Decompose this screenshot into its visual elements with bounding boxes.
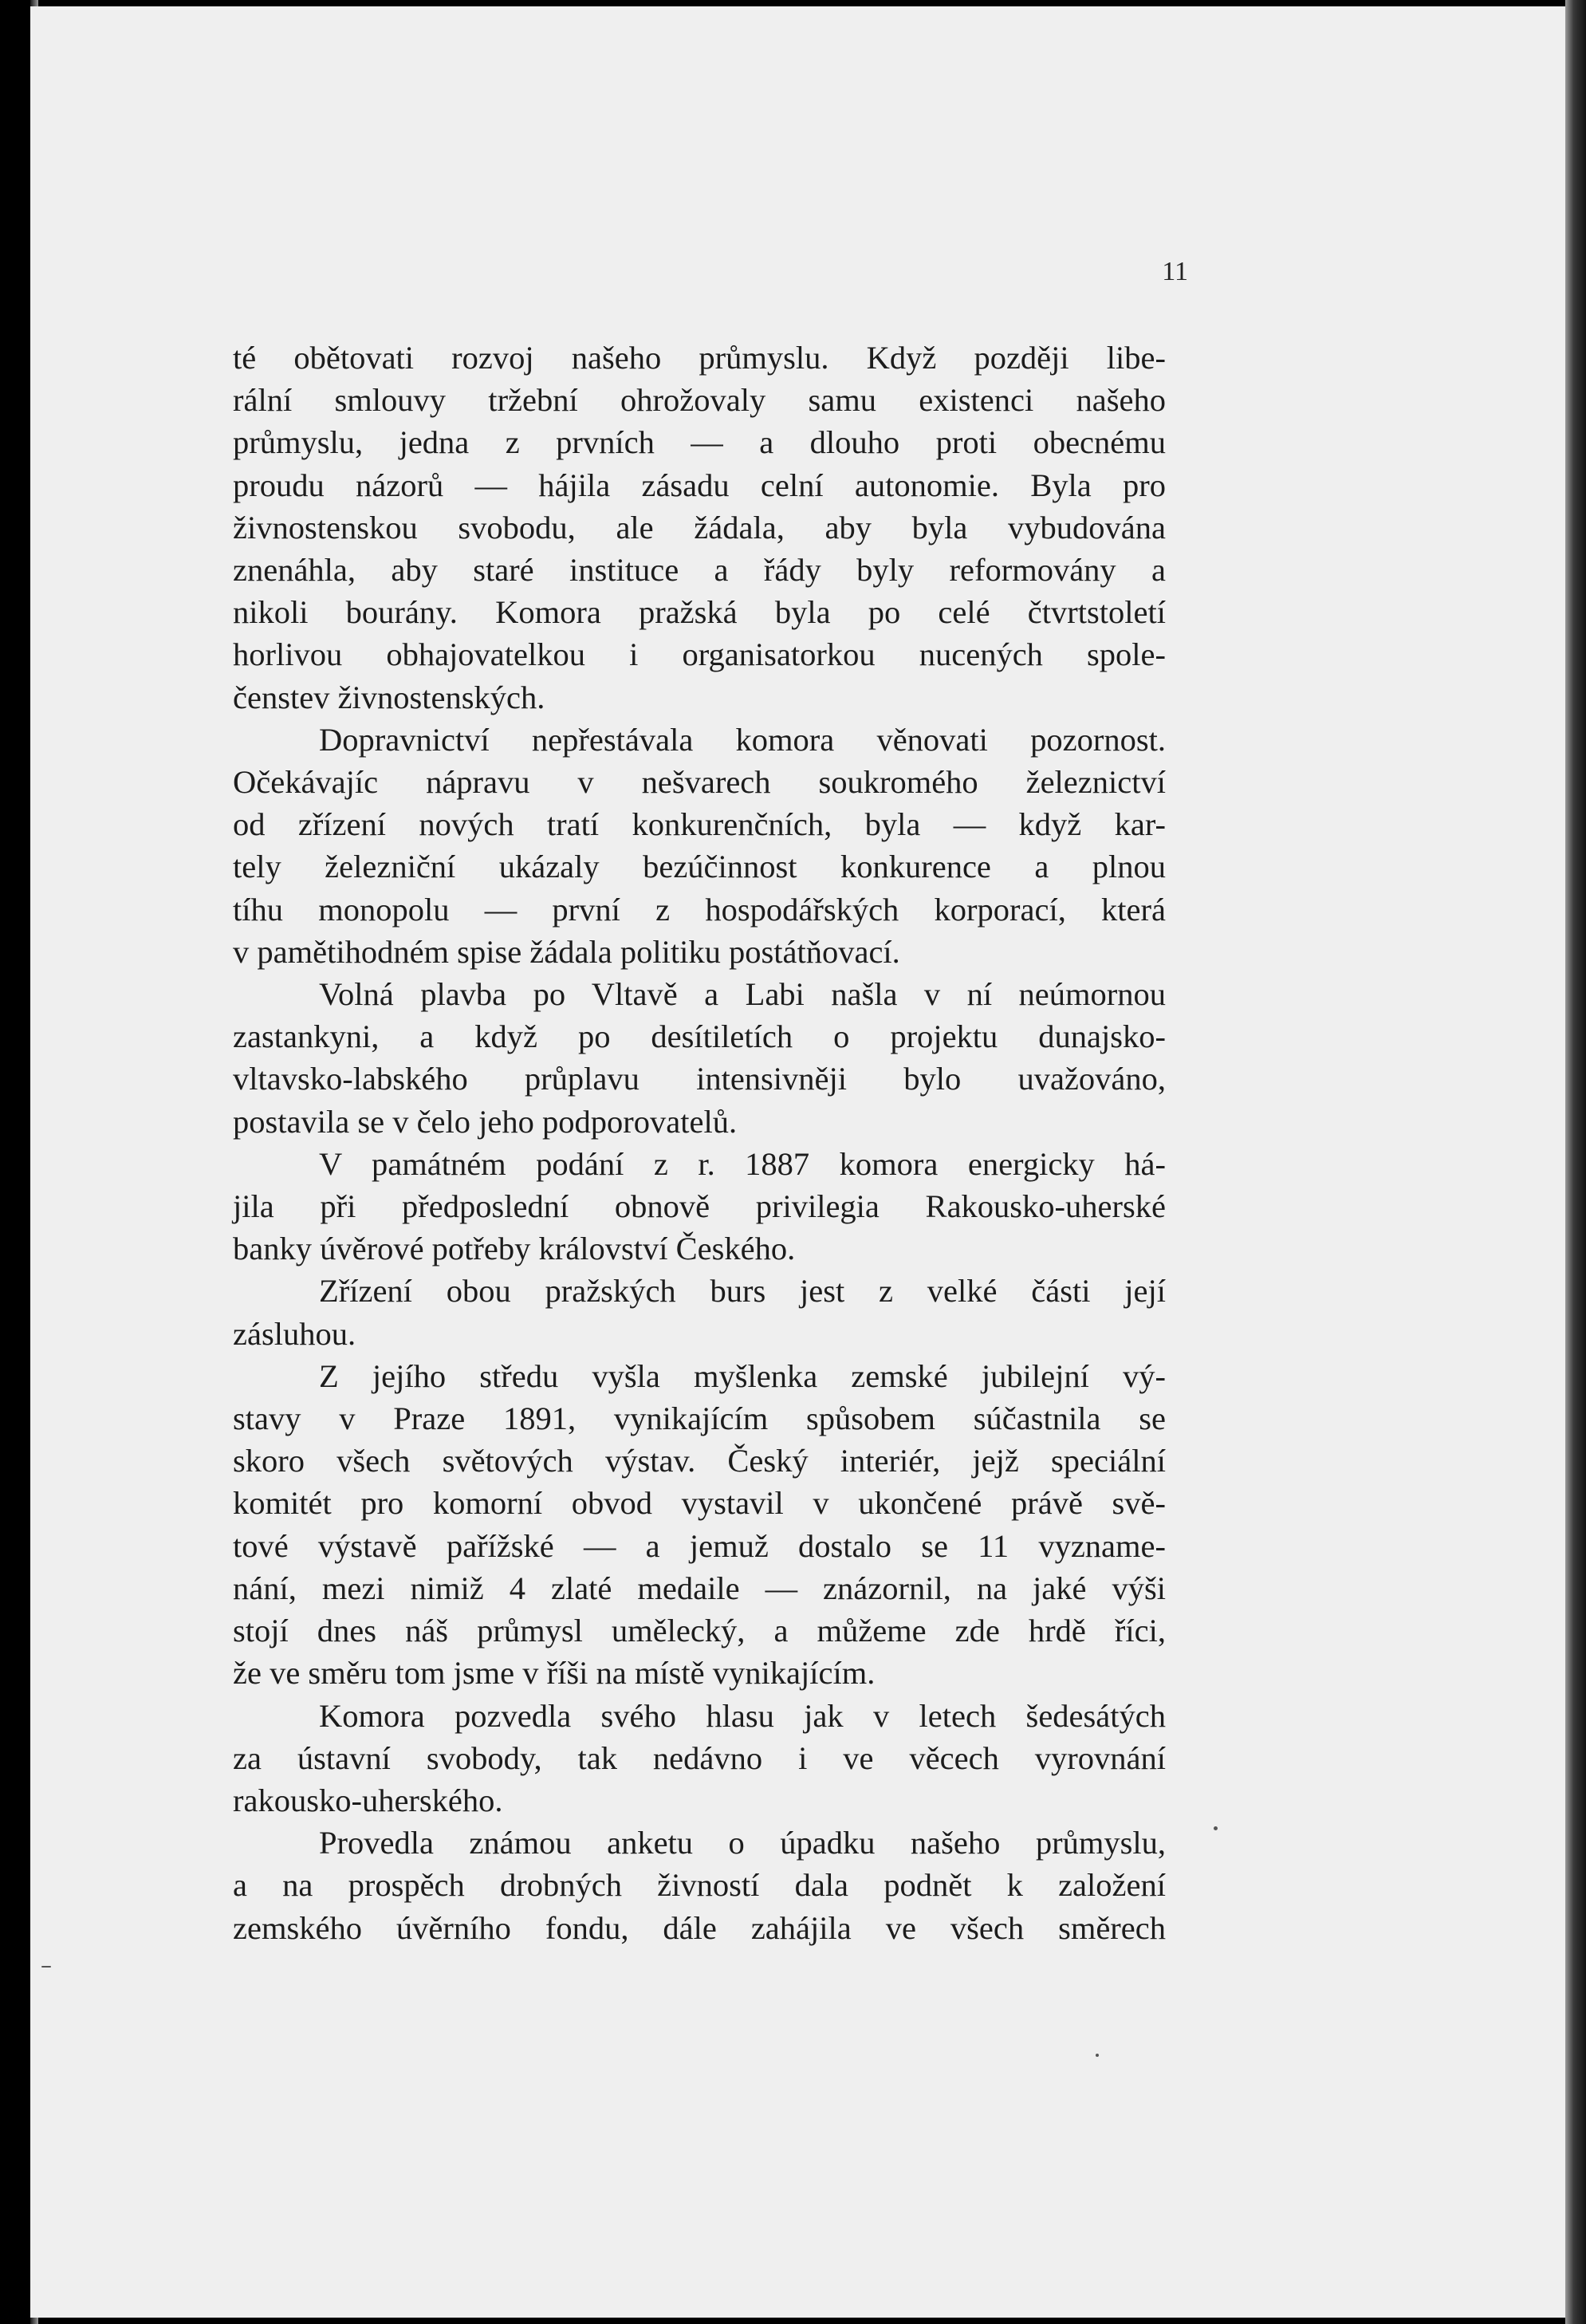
paragraph (233, 1270, 1166, 1354)
body-text (233, 337, 1166, 1949)
text-line: znenáhla, aby staré instituce a řády byly reformovány a (233, 552, 1166, 589)
text-line: Zřízení obou pražských burs jest z velké části její (319, 1273, 1166, 1310)
text-line: banky úvěrové potřeby království Českého. (233, 1231, 796, 1267)
text-line: skoro všech světových výstav. Český interiér, jejž speciální (233, 1443, 1166, 1479)
text-line: stojí dnes náš průmysl umělecký, a můžeme zde hrdě říci, (233, 1613, 1166, 1649)
paragraph (233, 719, 1166, 973)
text-line: a na prospěch drobných živností dala podnět k založení (233, 1867, 1166, 1904)
text-line: komitét pro komorní obvod vystavil v ukončené právě svě- (233, 1485, 1166, 1522)
text-line: rakousko-uherského. (233, 1782, 503, 1818)
text-line: tely železniční ukázaly bezúčinnost konkurence a plnou (233, 849, 1166, 885)
text-line: Z jejího středu vyšla myšlenka zemské jubilejní vý- (319, 1357, 1166, 1394)
dust-speck (41, 1966, 51, 1968)
text-line: čenstev živnostenských. (233, 679, 545, 715)
text-line: od zřízení nových tratí konkurenčních, byla — když kar- (233, 806, 1166, 843)
text-line: Očekávajíc nápravu v nešvarech soukromého železnictví (233, 764, 1166, 801)
text-line: V památném podání z r. 1887 komora energicky há- (319, 1145, 1166, 1182)
text-line: zemského úvěrního fondu, dále zahájila ve všech směrech (233, 1909, 1166, 1946)
text-line: horlivou obhajovatelkou i organisatorkou nucených spole- (233, 636, 1166, 673)
page-number: 11 (1162, 257, 1188, 286)
paragraph (233, 1695, 1166, 1822)
paragraph (233, 973, 1166, 1143)
text-line: tové výstavě pařížské — a jemuž dostalo se 11 vyzname- (233, 1527, 1166, 1564)
text-line: v pamětihodném spise žádala politiku postátňovací. (233, 933, 900, 970)
text-line: že ve směru tom jsme v říši na místě vynikajícím. (233, 1655, 876, 1692)
text-line: Dopravnictví nepřestávala komora věnovati pozornost. (319, 721, 1166, 758)
text-line: průmyslu, jedna z prvních — a dlouho proti obecnému (233, 424, 1166, 461)
text-line: rální smlouvy tržební ohrožovaly samu existenci našeho (233, 382, 1166, 419)
text-line: zásluhou. (233, 1315, 356, 1352)
text-line: jila při předposlední obnově privilegia Rakousko-uherské (233, 1188, 1166, 1225)
text-line: tíhu monopolu — první z hospodářských korporací, která (233, 891, 1166, 928)
text-line: Volná plavba po Vltavě a Labi našla v ní neúmornou (319, 976, 1166, 1013)
text-line: stavy v Praze 1891, vynikajícím spůsobem súčastnila se (233, 1400, 1166, 1437)
text-line: proudu názorů — hájila zásadu celní autonomie. Byla pro (233, 467, 1166, 503)
scan-right-edge (1565, 0, 1586, 2324)
paragraph (233, 337, 1166, 719)
paragraph (233, 1822, 1166, 1949)
dust-speck (1096, 2054, 1099, 2057)
text-line: té obětovati rozvoj našeho průmyslu. Když později libe- (233, 340, 1166, 376)
text-line: živnostenskou svobodu, ale žádala, aby byla vybudována (233, 509, 1166, 546)
text-line: postavila se v čelo jeho podporovatelů. (233, 1103, 738, 1140)
paragraph (233, 1143, 1166, 1270)
text-line: Komora pozvedla svého hlasu jak v letech šedesátých (319, 1697, 1166, 1734)
text-line: nikoli bourány. Komora pražská byla po celé čtvrtstoletí (233, 594, 1166, 631)
text-line: vltavsko-labského průplavu intensivněji bylo uvažováno, (233, 1061, 1166, 1097)
paragraph (233, 1355, 1166, 1695)
text-line: za ústavní svobody, tak nedávno i ve věcech vyrovnání (233, 1739, 1166, 1776)
text-line: nání, mezi nimiž 4 zlaté medaile — znázornil, na jaké výši (233, 1570, 1166, 1606)
text-line: Provedla známou anketu o úpadku našeho průmyslu, (319, 1825, 1166, 1861)
dust-speck (1214, 1826, 1218, 1830)
text-line: zastankyni, a když po desítiletích o projektu dunajsko- (233, 1018, 1166, 1055)
